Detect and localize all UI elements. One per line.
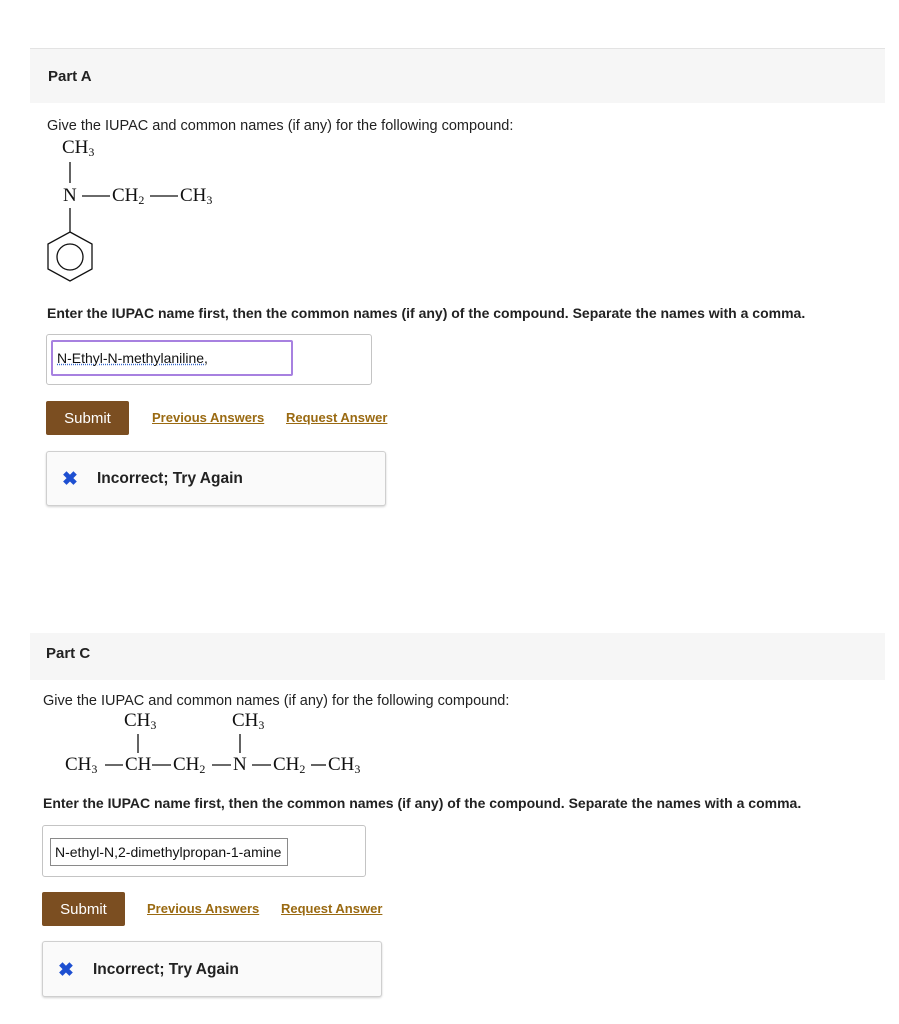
n-label: N — [63, 185, 77, 206]
x-mark-icon: ✖ — [62, 469, 78, 490]
ch3-top-label: $CH_3$ — [62, 137, 95, 159]
part-a-structure — [40, 135, 280, 290]
part-a-instructions: Enter the IUPAC name first, then the common names (if any) of the compound. Separate the names with a comma. — [47, 305, 806, 321]
part-a-request-answer-link[interactable]: Request Answer — [286, 410, 388, 425]
part-c-submit-button[interactable]: Submit — [42, 892, 125, 926]
part-a-previous-answers-link[interactable]: Previous Answers — [152, 410, 265, 425]
part-a-answer-input[interactable] — [54, 343, 290, 373]
part-c-title: Part C — [46, 645, 91, 662]
ch3-top-right-label: $CH_3$ — [232, 710, 265, 732]
part-c-structure — [60, 708, 390, 780]
part-c-instructions: Enter the IUPAC name first, then the common names (if any) of the compound. Separate the names with a comma. — [43, 795, 802, 811]
part-a-prompt: Give the IUPAC and common names (if any) for the following compound: — [47, 118, 514, 134]
benzene-ring — [48, 232, 92, 281]
part-c-previous-answers-link[interactable]: Previous Answers — [147, 901, 260, 916]
part-a-submit-button[interactable]: Submit — [46, 401, 129, 435]
structure-bonds-c — [60, 708, 390, 780]
part-a-header — [30, 49, 885, 103]
part-a-title: Part A — [48, 68, 92, 85]
aromatic-circle — [57, 244, 83, 270]
ch3-start-label: $CH_3$ — [65, 754, 98, 776]
part-c-prompt: Give the IUPAC and common names (if any) for the following compound: — [43, 693, 510, 709]
ch3-top-left-label: $CH_3$ — [124, 710, 157, 732]
part-c-header — [30, 633, 885, 680]
ch3-end-label: $CH_3$ — [328, 754, 361, 776]
ch3-right-label: $CH_3$ — [180, 185, 213, 207]
part-c-feedback-text: Incorrect; Try Again — [93, 961, 239, 978]
n-label-c: N — [233, 754, 247, 775]
part-a-feedback-text: Incorrect; Try Again — [97, 470, 243, 487]
structure-bonds — [40, 135, 280, 290]
ch2-first-label: $CH_2$ — [173, 754, 206, 776]
part-c-answer-input[interactable] — [52, 840, 286, 864]
ch-label: CH — [125, 754, 152, 775]
ch2-label: $CH_2$ — [112, 185, 145, 207]
x-mark-icon: ✖ — [58, 960, 74, 981]
ch2-second-label: $CH_2$ — [273, 754, 306, 776]
part-c-request-answer-link[interactable]: Request Answer — [281, 901, 383, 916]
